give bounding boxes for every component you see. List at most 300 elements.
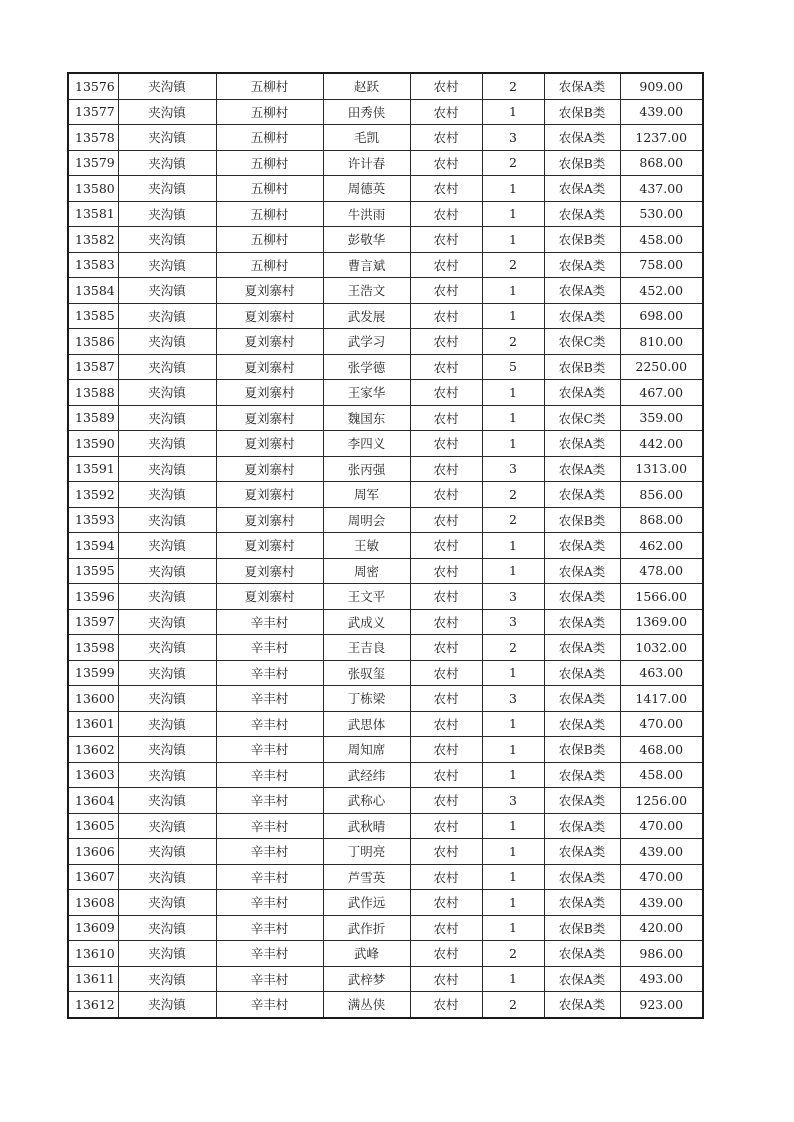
cell-id: 13600 (68, 686, 118, 712)
cell-amount: 2250.00 (620, 354, 703, 380)
cell-village: 辛丰村 (216, 609, 323, 635)
table-row (68, 635, 703, 661)
cell-id: 13607 (68, 864, 118, 890)
cell-category: 农保A类 (544, 941, 620, 967)
cell-amount: 1417.00 (620, 686, 703, 712)
cell-count: 1 (482, 99, 544, 125)
cell-type: 农村 (410, 456, 482, 482)
cell-count: 3 (482, 686, 544, 712)
table-row (68, 482, 703, 508)
table-row (68, 329, 703, 355)
table-row (68, 303, 703, 329)
cell-amount: 493.00 (620, 966, 703, 992)
cell-village: 辛丰村 (216, 660, 323, 686)
cell-village: 五柳村 (216, 73, 323, 99)
cell-type: 农村 (410, 788, 482, 814)
cell-amount: 923.00 (620, 992, 703, 1018)
cell-type: 农村 (410, 941, 482, 967)
cell-category: 农保A类 (544, 558, 620, 584)
cell-id: 13599 (68, 660, 118, 686)
table-row (68, 73, 703, 99)
cell-type: 农村 (410, 839, 482, 865)
cell-name: 赵跃 (323, 73, 410, 99)
table-row (68, 711, 703, 737)
cell-type: 农村 (410, 150, 482, 176)
cell-amount: 1313.00 (620, 456, 703, 482)
cell-town: 夹沟镇 (118, 966, 216, 992)
cell-category: 农保A类 (544, 201, 620, 227)
cell-count: 1 (482, 303, 544, 329)
cell-id: 13597 (68, 609, 118, 635)
cell-town: 夹沟镇 (118, 227, 216, 253)
cell-amount: 452.00 (620, 278, 703, 304)
cell-category: 农保A类 (544, 609, 620, 635)
cell-amount: 467.00 (620, 380, 703, 406)
cell-count: 1 (482, 813, 544, 839)
cell-amount: 439.00 (620, 99, 703, 125)
cell-type: 农村 (410, 813, 482, 839)
cell-amount: 437.00 (620, 176, 703, 202)
cell-village: 五柳村 (216, 125, 323, 151)
cell-category: 农保A类 (544, 686, 620, 712)
cell-village: 辛丰村 (216, 737, 323, 763)
cell-type: 农村 (410, 864, 482, 890)
cell-id: 13579 (68, 150, 118, 176)
cell-type: 农村 (410, 73, 482, 99)
table-row (68, 533, 703, 559)
cell-id: 13586 (68, 329, 118, 355)
cell-count: 2 (482, 252, 544, 278)
cell-type: 农村 (410, 278, 482, 304)
cell-type: 农村 (410, 201, 482, 227)
cell-amount: 1032.00 (620, 635, 703, 661)
table-row (68, 915, 703, 941)
cell-town: 夹沟镇 (118, 507, 216, 533)
cell-name: 周德英 (323, 176, 410, 202)
cell-category: 农保A类 (544, 813, 620, 839)
cell-count: 2 (482, 992, 544, 1018)
cell-name: 王家华 (323, 380, 410, 406)
cell-village: 五柳村 (216, 99, 323, 125)
cell-count: 1 (482, 737, 544, 763)
cell-id: 13603 (68, 762, 118, 788)
cell-count: 2 (482, 941, 544, 967)
cell-id: 13590 (68, 431, 118, 457)
cell-name: 许计春 (323, 150, 410, 176)
cell-amount: 470.00 (620, 813, 703, 839)
cell-category: 农保B类 (544, 354, 620, 380)
cell-amount: 986.00 (620, 941, 703, 967)
cell-category: 农保A类 (544, 966, 620, 992)
table-row (68, 558, 703, 584)
cell-category: 农保B类 (544, 737, 620, 763)
cell-count: 1 (482, 966, 544, 992)
cell-village: 辛丰村 (216, 864, 323, 890)
cell-id: 13580 (68, 176, 118, 202)
cell-count: 1 (482, 431, 544, 457)
cell-category: 农保B类 (544, 915, 620, 941)
cell-id: 13578 (68, 125, 118, 151)
cell-id: 13583 (68, 252, 118, 278)
cell-count: 1 (482, 558, 544, 584)
table-row (68, 278, 703, 304)
cell-category: 农保B类 (544, 150, 620, 176)
table-row (68, 227, 703, 253)
cell-name: 武称心 (323, 788, 410, 814)
cell-amount: 909.00 (620, 73, 703, 99)
cell-count: 1 (482, 405, 544, 431)
table-row (68, 456, 703, 482)
cell-category: 农保C类 (544, 405, 620, 431)
cell-id: 13588 (68, 380, 118, 406)
cell-type: 农村 (410, 635, 482, 661)
cell-village: 夏刘寨村 (216, 456, 323, 482)
table-row (68, 176, 703, 202)
cell-village: 辛丰村 (216, 839, 323, 865)
cell-id: 13585 (68, 303, 118, 329)
cell-name: 芦雪英 (323, 864, 410, 890)
cell-type: 农村 (410, 227, 482, 253)
table-row (68, 380, 703, 406)
table-row (68, 890, 703, 916)
cell-category: 农保A类 (544, 278, 620, 304)
cell-amount: 1369.00 (620, 609, 703, 635)
table-row (68, 354, 703, 380)
cell-town: 夹沟镇 (118, 660, 216, 686)
cell-amount: 458.00 (620, 762, 703, 788)
table-row (68, 507, 703, 533)
cell-type: 农村 (410, 380, 482, 406)
table-body (68, 73, 703, 1018)
table-row (68, 584, 703, 610)
table-row (68, 941, 703, 967)
cell-town: 夹沟镇 (118, 813, 216, 839)
cell-name: 武发展 (323, 303, 410, 329)
cell-village: 夏刘寨村 (216, 380, 323, 406)
cell-village: 夏刘寨村 (216, 482, 323, 508)
cell-town: 夹沟镇 (118, 686, 216, 712)
cell-amount: 478.00 (620, 558, 703, 584)
cell-amount: 868.00 (620, 507, 703, 533)
cell-village: 夏刘寨村 (216, 329, 323, 355)
cell-name: 周密 (323, 558, 410, 584)
cell-village: 辛丰村 (216, 992, 323, 1018)
cell-type: 农村 (410, 507, 482, 533)
table-row (68, 660, 703, 686)
cell-count: 3 (482, 456, 544, 482)
cell-name: 周军 (323, 482, 410, 508)
cell-town: 夹沟镇 (118, 150, 216, 176)
cell-count: 2 (482, 482, 544, 508)
cell-town: 夹沟镇 (118, 584, 216, 610)
cell-count: 2 (482, 73, 544, 99)
cell-amount: 1237.00 (620, 125, 703, 151)
cell-name: 周明会 (323, 507, 410, 533)
cell-town: 夹沟镇 (118, 737, 216, 763)
cell-amount: 458.00 (620, 227, 703, 253)
cell-town: 夹沟镇 (118, 915, 216, 941)
cell-count: 1 (482, 762, 544, 788)
cell-id: 13605 (68, 813, 118, 839)
data-table (67, 72, 704, 1019)
cell-count: 1 (482, 711, 544, 737)
cell-type: 农村 (410, 252, 482, 278)
cell-type: 农村 (410, 99, 482, 125)
cell-type: 农村 (410, 915, 482, 941)
cell-count: 2 (482, 150, 544, 176)
cell-village: 夏刘寨村 (216, 507, 323, 533)
cell-amount: 856.00 (620, 482, 703, 508)
cell-town: 夹沟镇 (118, 558, 216, 584)
cell-type: 农村 (410, 966, 482, 992)
cell-name: 毛凯 (323, 125, 410, 151)
cell-name: 武成义 (323, 609, 410, 635)
cell-id: 13611 (68, 966, 118, 992)
cell-name: 武作远 (323, 890, 410, 916)
cell-town: 夹沟镇 (118, 941, 216, 967)
cell-id: 13581 (68, 201, 118, 227)
cell-type: 农村 (410, 125, 482, 151)
cell-name: 丁栋梁 (323, 686, 410, 712)
cell-category: 农保A类 (544, 584, 620, 610)
cell-count: 1 (482, 839, 544, 865)
table-row (68, 431, 703, 457)
cell-name: 王文平 (323, 584, 410, 610)
cell-village: 夏刘寨村 (216, 558, 323, 584)
cell-name: 武作折 (323, 915, 410, 941)
cell-id: 13582 (68, 227, 118, 253)
cell-amount: 439.00 (620, 890, 703, 916)
cell-category: 农保A类 (544, 252, 620, 278)
cell-town: 夹沟镇 (118, 380, 216, 406)
cell-id: 13577 (68, 99, 118, 125)
cell-village: 夏刘寨村 (216, 405, 323, 431)
cell-town: 夹沟镇 (118, 278, 216, 304)
cell-village: 辛丰村 (216, 890, 323, 916)
cell-town: 夹沟镇 (118, 482, 216, 508)
cell-village: 辛丰村 (216, 711, 323, 737)
cell-village: 夏刘寨村 (216, 431, 323, 457)
cell-type: 农村 (410, 686, 482, 712)
cell-type: 农村 (410, 431, 482, 457)
cell-id: 13589 (68, 405, 118, 431)
cell-village: 夏刘寨村 (216, 584, 323, 610)
cell-count: 1 (482, 890, 544, 916)
cell-name: 田秀侠 (323, 99, 410, 125)
cell-count: 1 (482, 227, 544, 253)
cell-category: 农保A类 (544, 762, 620, 788)
cell-amount: 359.00 (620, 405, 703, 431)
cell-town: 夹沟镇 (118, 890, 216, 916)
cell-id: 13594 (68, 533, 118, 559)
table-row (68, 405, 703, 431)
cell-category: 农保A类 (544, 73, 620, 99)
cell-category: 农保A类 (544, 533, 620, 559)
cell-village: 辛丰村 (216, 966, 323, 992)
cell-town: 夹沟镇 (118, 788, 216, 814)
cell-village: 五柳村 (216, 227, 323, 253)
cell-type: 农村 (410, 482, 482, 508)
cell-id: 13584 (68, 278, 118, 304)
cell-count: 2 (482, 329, 544, 355)
cell-count: 1 (482, 915, 544, 941)
cell-name: 牛洪雨 (323, 201, 410, 227)
cell-town: 夹沟镇 (118, 125, 216, 151)
cell-type: 农村 (410, 405, 482, 431)
cell-village: 辛丰村 (216, 813, 323, 839)
cell-village: 五柳村 (216, 252, 323, 278)
cell-amount: 468.00 (620, 737, 703, 763)
cell-category: 农保A类 (544, 635, 620, 661)
cell-type: 农村 (410, 609, 482, 635)
cell-village: 五柳村 (216, 176, 323, 202)
cell-id: 13608 (68, 890, 118, 916)
cell-town: 夹沟镇 (118, 73, 216, 99)
cell-town: 夹沟镇 (118, 839, 216, 865)
cell-type: 农村 (410, 992, 482, 1018)
cell-type: 农村 (410, 354, 482, 380)
cell-category: 农保A类 (544, 788, 620, 814)
cell-name: 周知席 (323, 737, 410, 763)
cell-name: 武思体 (323, 711, 410, 737)
cell-town: 夹沟镇 (118, 864, 216, 890)
cell-name: 曹言斌 (323, 252, 410, 278)
cell-count: 1 (482, 380, 544, 406)
cell-village: 五柳村 (216, 150, 323, 176)
cell-type: 农村 (410, 533, 482, 559)
cell-id: 13601 (68, 711, 118, 737)
cell-id: 13595 (68, 558, 118, 584)
cell-count: 1 (482, 864, 544, 890)
cell-town: 夹沟镇 (118, 762, 216, 788)
cell-amount: 1256.00 (620, 788, 703, 814)
cell-count: 2 (482, 635, 544, 661)
table-row (68, 788, 703, 814)
cell-amount: 462.00 (620, 533, 703, 559)
cell-category: 农保A类 (544, 992, 620, 1018)
cell-id: 13604 (68, 788, 118, 814)
table-row (68, 762, 703, 788)
cell-count: 1 (482, 533, 544, 559)
cell-village: 辛丰村 (216, 941, 323, 967)
table-row (68, 150, 703, 176)
cell-id: 13612 (68, 992, 118, 1018)
cell-category: 农保A类 (544, 431, 620, 457)
cell-town: 夹沟镇 (118, 201, 216, 227)
cell-category: 农保A类 (544, 890, 620, 916)
table-row (68, 966, 703, 992)
cell-type: 农村 (410, 660, 482, 686)
cell-type: 农村 (410, 558, 482, 584)
cell-count: 1 (482, 176, 544, 202)
table-row (68, 839, 703, 865)
cell-name: 彭敬华 (323, 227, 410, 253)
cell-category: 农保A类 (544, 380, 620, 406)
cell-name: 王吉良 (323, 635, 410, 661)
cell-name: 武梓梦 (323, 966, 410, 992)
cell-town: 夹沟镇 (118, 431, 216, 457)
cell-count: 5 (482, 354, 544, 380)
cell-village: 辛丰村 (216, 762, 323, 788)
cell-amount: 530.00 (620, 201, 703, 227)
cell-town: 夹沟镇 (118, 456, 216, 482)
cell-id: 13596 (68, 584, 118, 610)
cell-name: 武学习 (323, 329, 410, 355)
cell-count: 3 (482, 125, 544, 151)
cell-amount: 470.00 (620, 711, 703, 737)
cell-id: 13609 (68, 915, 118, 941)
cell-category: 农保A类 (544, 660, 620, 686)
cell-category: 农保A类 (544, 303, 620, 329)
cell-name: 丁明亮 (323, 839, 410, 865)
cell-type: 农村 (410, 762, 482, 788)
cell-count: 1 (482, 660, 544, 686)
cell-village: 辛丰村 (216, 635, 323, 661)
cell-town: 夹沟镇 (118, 252, 216, 278)
cell-category: 农保B类 (544, 227, 620, 253)
cell-type: 农村 (410, 329, 482, 355)
cell-amount: 420.00 (620, 915, 703, 941)
cell-town: 夹沟镇 (118, 329, 216, 355)
cell-town: 夹沟镇 (118, 635, 216, 661)
cell-category: 农保A类 (544, 482, 620, 508)
cell-town: 夹沟镇 (118, 303, 216, 329)
cell-town: 夹沟镇 (118, 354, 216, 380)
cell-type: 农村 (410, 584, 482, 610)
cell-town: 夹沟镇 (118, 992, 216, 1018)
cell-village: 辛丰村 (216, 788, 323, 814)
cell-name: 武峰 (323, 941, 410, 967)
cell-count: 1 (482, 278, 544, 304)
cell-count: 3 (482, 584, 544, 610)
cell-amount: 1566.00 (620, 584, 703, 610)
cell-town: 夹沟镇 (118, 99, 216, 125)
cell-id: 13591 (68, 456, 118, 482)
cell-name: 武经纬 (323, 762, 410, 788)
cell-town: 夹沟镇 (118, 533, 216, 559)
cell-town: 夹沟镇 (118, 176, 216, 202)
table-row (68, 737, 703, 763)
cell-amount: 470.00 (620, 864, 703, 890)
table-row (68, 992, 703, 1018)
table-row (68, 609, 703, 635)
cell-count: 2 (482, 507, 544, 533)
table-row (68, 864, 703, 890)
cell-category: 农保A类 (544, 864, 620, 890)
table-row (68, 686, 703, 712)
cell-category: 农保A类 (544, 839, 620, 865)
cell-category: 农保A类 (544, 176, 620, 202)
cell-name: 张学德 (323, 354, 410, 380)
table-row (68, 813, 703, 839)
cell-id: 13602 (68, 737, 118, 763)
cell-village: 夏刘寨村 (216, 533, 323, 559)
cell-village: 五柳村 (216, 201, 323, 227)
cell-category: 农保A类 (544, 711, 620, 737)
cell-town: 夹沟镇 (118, 609, 216, 635)
cell-amount: 442.00 (620, 431, 703, 457)
cell-village: 辛丰村 (216, 686, 323, 712)
cell-amount: 463.00 (620, 660, 703, 686)
cell-name: 张驭玺 (323, 660, 410, 686)
cell-count: 3 (482, 609, 544, 635)
cell-name: 武秋晴 (323, 813, 410, 839)
cell-amount: 698.00 (620, 303, 703, 329)
cell-name: 魏国东 (323, 405, 410, 431)
cell-amount: 439.00 (620, 839, 703, 865)
cell-type: 农村 (410, 176, 482, 202)
cell-category: 农保A类 (544, 125, 620, 151)
